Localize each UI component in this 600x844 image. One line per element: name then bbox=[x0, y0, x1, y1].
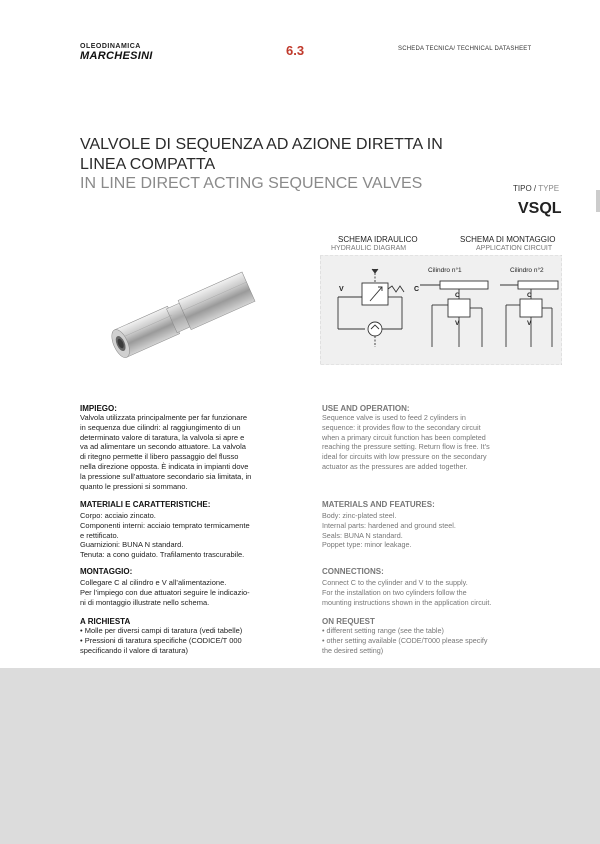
use-line: Valvola utilizzata principalmente per far funzionare bbox=[80, 413, 248, 422]
use-line: actuator as the pressures are added together. bbox=[322, 461, 468, 471]
materials-text-en bbox=[322, 511, 522, 550]
mounting-line: Collegare C al cilindro e V all’alimentazione. bbox=[80, 578, 227, 587]
request-item: specificando il valore di taratura) bbox=[80, 645, 188, 655]
section-materials-it bbox=[80, 500, 280, 560]
type-code: VSQL bbox=[518, 200, 562, 217]
diagrams-panel bbox=[320, 255, 562, 365]
section-use-en bbox=[322, 404, 522, 472]
section-use-it bbox=[80, 404, 280, 491]
use-line: Sequence valve is used to feed 2 cylinders in bbox=[322, 413, 466, 422]
request-item: • Pressioni di taratura specifiche (CODICE/T 000 bbox=[80, 635, 242, 645]
section-connections-en bbox=[322, 567, 522, 607]
section-request-en bbox=[322, 617, 522, 655]
materials-text-it bbox=[80, 511, 280, 560]
materials-line: Corpo: acciaio zincato. bbox=[80, 511, 156, 520]
mounting-diagram-title: SCHEMA DI MONTAGGIO bbox=[460, 235, 556, 244]
use-heading-en: USE AND OPERATION: bbox=[322, 404, 410, 413]
connections-text-en bbox=[322, 578, 522, 607]
datasheet-label: SCHEDA TECNICA/ TECHNICAL DATASHEET bbox=[398, 46, 532, 52]
cylinder-2-label: Cilindro n°2 bbox=[510, 267, 544, 274]
mounting-heading-it: MONTAGGIO: bbox=[80, 567, 133, 576]
use-line: determinato valore di taratura, la valvola si apre e bbox=[80, 432, 245, 442]
use-line: in sequenza due cilindri: al raggiungimento di un bbox=[80, 422, 241, 432]
materials-line: Seals: BUNA N standard. bbox=[322, 530, 403, 540]
connections-line: For the installation on two cylinders follow the bbox=[322, 587, 467, 597]
page-title-en: IN LINE DIRECT ACTING SEQUENCE VALVES bbox=[80, 175, 423, 192]
connections-line: Connect C to the cylinder and V to the supply. bbox=[322, 578, 468, 587]
use-line: nella direzione opposta. È indicata in impianti dove bbox=[80, 461, 249, 471]
use-line: la pressione sull’attuatore secondario sia limitata, in bbox=[80, 471, 252, 481]
materials-line: Poppet type: minor leakage. bbox=[322, 540, 412, 550]
mounting-diagram-subtitle: APPLICATION CIRCUIT bbox=[476, 245, 553, 252]
section-materials-en bbox=[322, 500, 522, 550]
title-line-2: LINEA COMPATTA bbox=[80, 156, 216, 173]
type-label bbox=[513, 184, 559, 193]
logo: MARCHESINI bbox=[80, 50, 153, 62]
use-line: reaching the pressure setting. Return flow is free. It’s bbox=[322, 442, 490, 452]
mounting-line: ni di montaggio illustrate nello schema. bbox=[80, 597, 210, 607]
mount-port-c-2: C bbox=[527, 292, 532, 299]
request-heading-en: ON REQUEST bbox=[322, 617, 375, 626]
use-line: va ad alimentare un secondo attuatore. La valvola bbox=[80, 442, 246, 452]
request-list-en bbox=[322, 626, 522, 655]
section-request-it bbox=[80, 617, 280, 655]
materials-line: e rettificato. bbox=[80, 530, 119, 540]
use-line: ideal for circuits with low pressure on the secondary bbox=[322, 452, 487, 462]
use-text-it bbox=[80, 413, 280, 491]
materials-line: Componenti interni: acciaio temprato termicamente bbox=[80, 520, 250, 530]
mounting-text-it bbox=[80, 578, 280, 607]
section-number: 6.3 bbox=[286, 43, 305, 58]
product-photo bbox=[95, 258, 275, 373]
connections-line: mounting instructions shown in the application circuit. bbox=[322, 597, 492, 607]
request-item: • different setting range (see the table) bbox=[322, 626, 444, 635]
page-title-it bbox=[80, 135, 480, 175]
request-item: • Molle per diversi campi di taratura (vedi tabelle) bbox=[80, 626, 243, 635]
use-line: sequence: it provides flow to the secondary circuit bbox=[322, 422, 481, 432]
use-heading-it: IMPIEGO: bbox=[80, 404, 117, 413]
mount-port-v-2: V bbox=[527, 320, 532, 327]
section-mounting-it bbox=[80, 567, 280, 607]
logo-top-text: OLEODINAMICA bbox=[80, 43, 141, 50]
materials-heading-en: MATERIALS AND FEATURES: bbox=[322, 500, 435, 509]
mount-port-v-1: V bbox=[455, 320, 460, 327]
cylinder-1-label: Cilindro n°1 bbox=[428, 267, 462, 274]
type-label-it: TIPO bbox=[513, 184, 532, 193]
title-line-1: VALVOLE DI SEQUENZA AD AZIONE DIRETTA IN bbox=[80, 136, 443, 153]
materials-heading-it: MATERIALI E CARATTERISTICHE: bbox=[80, 500, 211, 509]
hydraulic-diagram-subtitle: HYDRAULIC DIAGRAM bbox=[331, 245, 407, 252]
hydraulic-port-v: V bbox=[339, 286, 344, 293]
request-item: the desired setting) bbox=[322, 645, 384, 655]
request-list-it bbox=[80, 626, 280, 655]
mounting-line: Per l’impiego con due attuatori seguire le indicazio- bbox=[80, 587, 250, 597]
connections-heading-en: CONNECTIONS: bbox=[322, 567, 384, 576]
page-edge-tab bbox=[596, 190, 600, 212]
use-line: when a primary circuit function has been completed bbox=[322, 432, 486, 442]
materials-line: Body: zinc-plated steel. bbox=[322, 511, 397, 520]
use-line: quanto le pressioni si sommano. bbox=[80, 481, 188, 491]
use-line: di ritegno permette il libero passaggio del flusso bbox=[80, 452, 239, 462]
materials-line: Internal parts: hardened and ground steel. bbox=[322, 520, 456, 530]
request-heading-it: A RICHIESTA bbox=[80, 617, 131, 626]
request-item: • other setting available (CODE/T000 please specify bbox=[322, 635, 488, 645]
footer-band bbox=[0, 668, 600, 844]
type-separator: / bbox=[531, 184, 539, 193]
hydraulic-port-c: C bbox=[414, 286, 420, 293]
materials-line: Tenuta: a cono guidato. Trafilamento trascurabile. bbox=[80, 550, 245, 560]
mount-port-c-1: C bbox=[455, 292, 460, 299]
use-text-en bbox=[322, 413, 522, 472]
materials-line: Guarnizioni: BUNA N standard. bbox=[80, 540, 184, 550]
type-label-en: TYPE bbox=[538, 184, 560, 193]
hydraulic-diagram-title: SCHEMA IDRAULICO bbox=[338, 235, 418, 244]
